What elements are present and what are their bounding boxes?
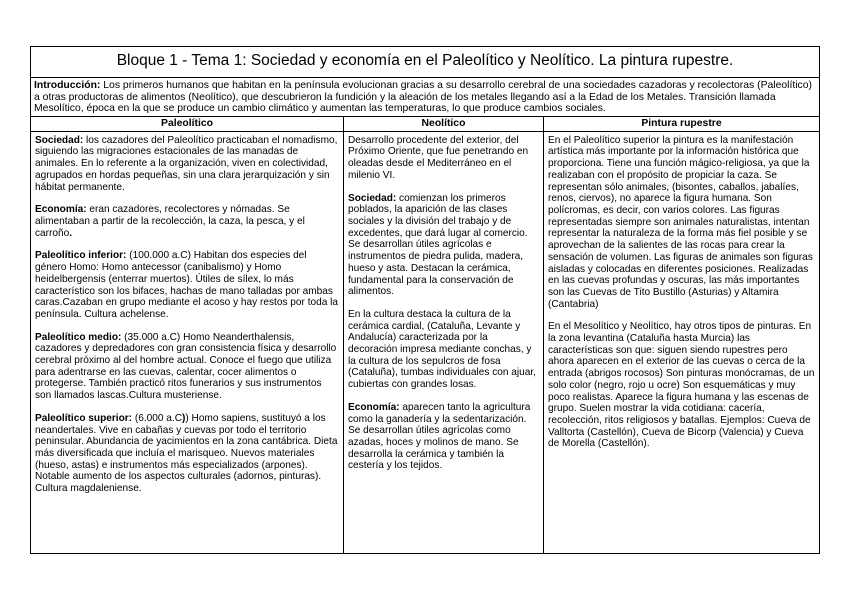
text-economia-neolitico: aparecen tanto la agricultura como la ganadería y la sedentarización. Se desarrollan útiles agrícolas como azadas, hoces y molinos de mano. Se desarrolla la cerámica y también la cestería y los tejidos.	[348, 401, 531, 472]
label-sociedad: Sociedad:	[35, 134, 84, 146]
paragraph-economia-neolitico	[348, 402, 539, 472]
label-paleolitico-inferior: Paleolítico inferior:	[35, 250, 127, 262]
label-paleolitico-medio: Paleolítico medio:	[35, 331, 122, 343]
paragraph-paleolitico-superior-pintura: En el Paleolítico superior la pintura es la manifestación artística más importante por la información histórica que proporciona. Tiene una función mágico-religiosa, ya que la realizaban con el propósito de propiciar la caza. Se representan sólo animales, (bisontes, caballos, jabalíes, renos, ciervos), no aparece la figura humana. Son polícromas, es decir, con varios colores. Las figuras representadas siempre son animales naturalistas, intentan representar la naturaleza de la forma más fiel posible y se aprovechan de la salientes de las rocas para crear la sensación de volumen. Las figuras de animales son figuras aisladas y colocadas en diferentes posiciones. Realizadas en las cuevas profundas y oscuras, las más importantes son las Cuevas de Tito Bustillo (Asturias) y Altamira (Cantabria)	[548, 134, 813, 310]
column-header-pintura: Pintura rupestre	[544, 117, 819, 132]
text-paleolitico-inferior: (100.000 a.C) Habitan dos especies del género Homo: Homo antecessor (canibalismo) y Homo heidelbergensis (enterrar muertos). Útiles de sílex, lo más característico son los bifaces, hachas de mano talladas por ambas caras.Cazaban en grupo mediante el acoso y hay restos por toda la península. Cultura achelense.	[35, 250, 338, 320]
label-sociedad-neolitico: Sociedad:	[348, 192, 397, 204]
text-sociedad: los cazadores del Paleolítico practicaban el nomadismo, siguiendo las migraciones estacionales de las manadas de animales. En lo referente a la organización, viven en colectividad, agrupados en hordas pequeñas, sin una clara jerarquización y sin hábitat permanente.	[35, 134, 338, 193]
text-economia-end: .	[69, 227, 73, 239]
text-paleolitico-superior-b: ) Homo sapiens, sustituyó a los neandertales. Vive en cabañas y cuevas por todo el territorio peninsular. Abundancia de yacimientos en la zona cantábrica. Dieta más diversificada que incluía el marisqueo. Nuevos materiales (hueso, astas) e instrumentos más especializados (arpones). Notable aumento de los aspectos culturales (adornos, pinturas). Cultura magdaleniense.	[35, 412, 338, 495]
paragraph-paleolitico-medio	[35, 332, 339, 402]
paragraph-paleolitico-inferior	[35, 250, 339, 320]
paragraph-sociedad	[35, 135, 339, 194]
introduction	[31, 78, 819, 117]
column-body-neolitico	[344, 132, 543, 553]
summary-table	[30, 46, 820, 554]
document-title: Bloque 1 - Tema 1: Sociedad y economía en el Paleolítico y Neolítico. La pintura rupestre.	[31, 47, 819, 78]
column-body-pintura	[544, 132, 819, 553]
column-header-neolitico: Neolítico	[344, 117, 543, 132]
paragraph-economia	[35, 204, 339, 239]
column-paleolitico	[31, 117, 344, 553]
column-neolitico	[344, 117, 544, 553]
paragraph-paleolitico-superior: Paleolítico superior: (6.000 a.C)) Homo sapiens, sustituyó a los neandertales. Vive en cabañas y cuevas por todo el territorio peninsular. Abundancia de yacimientos en la zona cantábrica. Dieta más diversificada que incluía el marisqueo. Nuevos materiales (hueso, astas) e instrumentos más especializados (arpones). Notable aumento de los aspectos culturales (adornos, pinturas). Cultura magdaleniense.	[35, 412, 338, 495]
paragraph-origen: Desarrollo procedente del exterior, del Próximo Oriente, que fue penetrando en oleadas desde el Mediterráneo en el milenio VI.	[348, 134, 529, 181]
columns	[31, 117, 819, 553]
label-economia: Economía:	[35, 204, 87, 216]
text-paleolitico-superior-a: (6.000 a.C	[132, 412, 182, 424]
column-body-paleolitico	[31, 132, 343, 553]
paragraph-cultura: En la cultura destaca la cultura de la cerámica cardial, (Cataluña, Levante y Andalucía) caracterizada por la decoración impresa mediante conchas, y la cultura de los sepulcros de fosa (Cataluña), tumbas individuales con ajuar, cubiertas con grandes losas.	[348, 308, 536, 391]
intro-text: Los primeros humanos que habitan en la península evolucionan gracias a su desarrollo cerebral de una sociedades cazadoras y recolectoras (Paleolítico) a otras productoras de alimentos (Neolítico), que descubrieron la fundición y la aleación de los metales llegando así a la Edad de los Metales. Transición llamada Mesolítico, época en la que se produce un cambio climático y aumentan las temperaturas, lo que produce cambios sociales.	[34, 80, 812, 115]
column-pintura	[544, 117, 819, 553]
paragraph-mesolitico-neolitico-pintura: En el Mesolítico y Neolítico, hay otros tipos de pinturas. En la zona levantina (Cataluña hasta Murcia) las características son que: siguen siendo rupestres pero ahora aparecen en el exterior de las cuevas o cerca de la entrada (abrigos rocosos) Son pinturas monócramas, de un solo color (negro, rojo u ocre) Son esquemáticas y muy poco realistas. Aparece la figura humana y las escenas de grupo. Suelen mostrar la vida cotidiana: cacería, recolección, ritos religiosos y batallas. Ejemplos: Cueva de Valltorta (Castellón), Cueva de Bicorp (Valencia) y Cueva de Morella (Castellón).	[548, 321, 815, 450]
text-paleolitico-medio: (35.000 a.C) Homo Neanderthalensis, cazadores y depredadores con gran consistencia física y desarrollo cerebral próximo al del hombre actual. Conoce el fuego que utiliza para adentrarse en las cuevas, calentar, cocer alimentos o protegerse. También practicó ritos funerarios y sus instrumentos son llamados lascas.Cultura musteriense.	[35, 331, 337, 402]
intro-label: Introducción:	[34, 80, 101, 91]
label-paleolitico-superior: Paleolítico superior:	[35, 412, 133, 424]
paragraph-sociedad-neolitico	[348, 193, 539, 298]
label-economia-neolitico: Economía:	[348, 401, 400, 413]
text-economia: eran cazadores, recolectores y nómadas. Se alimentaban a partir de la recolección, la caza, la pesca, y el carroño	[35, 204, 305, 239]
text-sociedad-neolitico: comienzan los primeros poblados, la aparición de las clases sociales y la división del trabajo y de excedentes, que dará lugar al comercio. Se desarrollan útiles agrícolas e instrumentos de piedra pulida, madera, hueso y asta. Destacan la cerámica, fundamental para la conservación de alimentos.	[348, 192, 528, 298]
column-header-paleolitico: Paleolítico	[31, 117, 343, 132]
